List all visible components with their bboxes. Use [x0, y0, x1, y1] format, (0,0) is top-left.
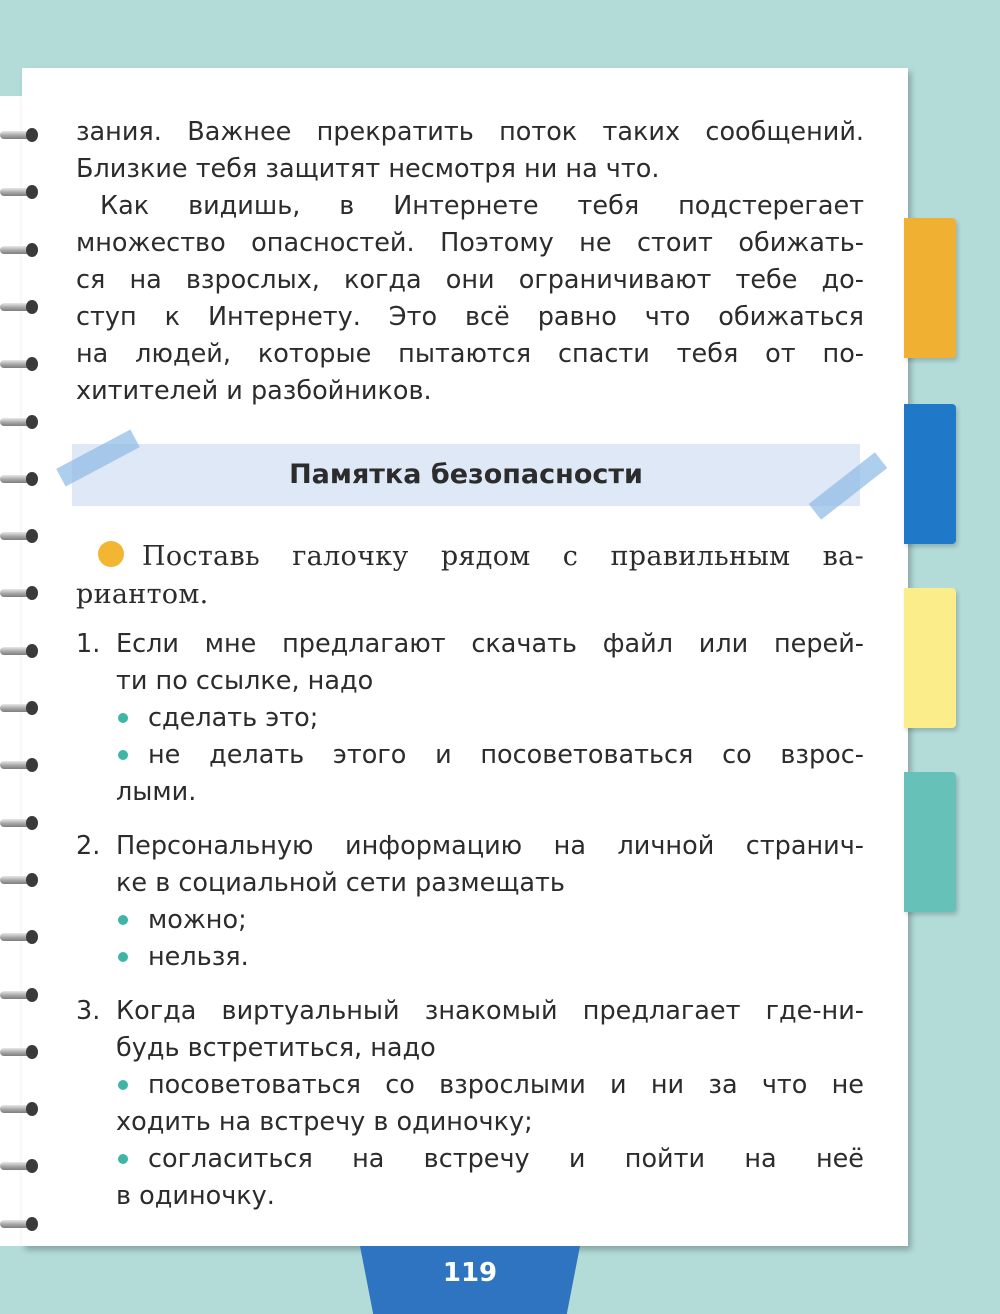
task-line-2: риантом. — [76, 579, 209, 610]
task-line-1: Поставь галочку рядом с правильным ва- — [142, 541, 864, 572]
tab-yellow[interactable] — [904, 588, 956, 728]
tab-orange[interactable] — [904, 218, 956, 358]
binding-ring — [0, 1043, 38, 1061]
binding-ring — [0, 183, 38, 201]
binding-ring — [0, 527, 38, 545]
question-3-line-2: будь встретиться, надо — [116, 1033, 436, 1063]
question-2-number: 2. — [76, 831, 101, 861]
question-3-option-1-line-1: посоветоваться со взрослыми и ни за что не — [148, 1070, 864, 1100]
tab-teal[interactable] — [904, 772, 956, 912]
binding-ring — [0, 470, 38, 488]
question-2-line-2: ке в социальной сети размещать — [116, 868, 565, 898]
question-1-line-2: ти по ссылке, надо — [116, 666, 374, 696]
binding-ring — [0, 871, 38, 889]
binding-ring — [0, 584, 38, 602]
question-1-option-1: сделать это; — [148, 703, 319, 733]
question-1-line-1: Если мне предлагают скачать файл или перей- — [116, 629, 864, 659]
binding-ring — [0, 1215, 38, 1233]
question-1-option-2-line-1: не делать этого и посоветоваться со взрос- — [148, 740, 864, 770]
question-3-option-2-line-2: в одиночку. — [116, 1181, 275, 1211]
section-title: Памятка безопасности — [289, 459, 643, 490]
binding-ring — [0, 126, 38, 144]
question-3-option-2-line-1: согласиться на встречу и пойти на неё — [148, 1144, 864, 1174]
question-1-number: 1. — [76, 629, 101, 659]
binding-ring — [0, 413, 38, 431]
binding-ring — [0, 756, 38, 774]
question-3-number: 3. — [76, 996, 101, 1026]
binding-ring — [0, 699, 38, 717]
binding-ring — [0, 298, 38, 316]
binding-ring — [0, 241, 38, 259]
binding-ring — [0, 1157, 38, 1175]
paragraph-1-line-1: зания. Важнее прекратить поток таких сообщений. — [76, 117, 864, 147]
tab-blue[interactable] — [904, 404, 956, 544]
question-3-option-1-line-2: ходить на встречу в одиночку; — [116, 1107, 533, 1137]
binding-ring — [0, 642, 38, 660]
paragraph-2-line-4: ступ к Интернету. Это всё равно что обижаться — [76, 302, 864, 332]
question-2-option-2: нельзя. — [148, 942, 249, 972]
paragraph-2-line-1: Как видишь, в Интернете тебя подстерегает — [100, 191, 864, 221]
paragraph-2-line-6: хитителей и разбойников. — [76, 376, 432, 406]
task-marker-icon — [98, 541, 124, 567]
paragraph-2-line-2: множество опасностей. Поэтому не стоит обижать- — [76, 228, 864, 258]
binding-ring — [0, 355, 38, 373]
binding-ring — [0, 986, 38, 1004]
page-left-edge — [0, 96, 22, 1246]
question-1-option-2-line-2: лыми. — [116, 777, 197, 807]
paragraph-1-line-2: Близкие тебя защитят несмотря ни на что. — [76, 154, 660, 184]
binding-ring — [0, 814, 38, 832]
paragraph-2-line-5: на людей, которые пытаются спасти тебя от по- — [76, 339, 864, 369]
page-number: 119 — [442, 1258, 498, 1288]
binding-ring — [0, 1100, 38, 1118]
binding-ring — [0, 928, 38, 946]
paragraph-2-line-3: ся на взрослых, когда они ограничивают тебе до- — [76, 265, 864, 295]
question-2-option-1: можно; — [148, 905, 247, 935]
question-3-line-1: Когда виртуальный знакомый предлагает где-ни- — [116, 996, 864, 1026]
question-2-line-1: Персональную информацию на личной странич- — [116, 831, 864, 861]
